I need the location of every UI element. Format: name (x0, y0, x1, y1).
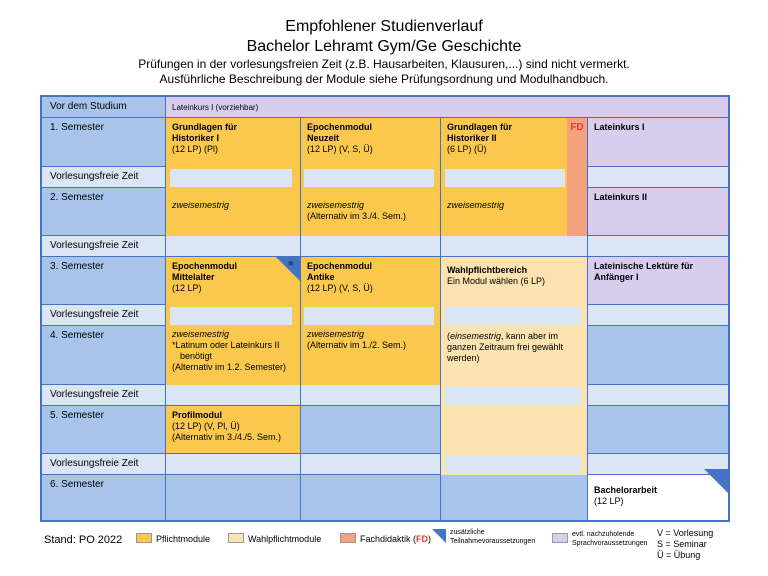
module-note: werden) (447, 353, 480, 363)
empty-cell (301, 475, 440, 522)
legend-swatch-pflicht (136, 533, 152, 543)
module-title: Anfänger I (594, 272, 639, 282)
module-lp: (12 LP) (V, Pl, Ü) (172, 421, 240, 431)
legend-sprache: evtl. nachzuholende Sprachvoraussetzungen (572, 531, 648, 547)
row-label-sem2: 2. Semester (42, 188, 165, 235)
module-note: *Latinum oder Lateinkurs II (172, 340, 280, 350)
legend-swatch-wahlpflicht (228, 533, 244, 543)
module-title: Epochenmodul (172, 261, 237, 271)
module-alternative: (Alternativ im 1.2. Semester) (172, 362, 287, 372)
module-title: Epochenmodul (307, 261, 372, 271)
vf-slot (441, 236, 587, 256)
legend-zusaetzlich: zusätzliche Teilnahmevoraussetzungen (450, 529, 536, 545)
vf-slot (304, 169, 434, 187)
module-alternative: (Alternativ im 3./4. Sem.) (307, 211, 407, 221)
row-label-sem4: 4. Semester (42, 326, 165, 384)
empty-cell (166, 475, 300, 522)
module-title: Grundlagen für (172, 122, 237, 132)
vf-slot (588, 167, 730, 187)
module-title: Profilmodul (172, 410, 222, 420)
latein-1-cell (588, 118, 730, 166)
latein-1-label: Lateinkurs I (594, 122, 645, 132)
module-note: benötigt (180, 351, 213, 361)
row-label-vf5: Vorlesungsfreie Zeit (42, 454, 165, 474)
vf-slot (588, 236, 730, 256)
module-title: Historiker II (447, 133, 497, 143)
vf-slot (445, 307, 581, 325)
legend-triangle (432, 529, 446, 543)
legend-abbrev: V = Vorlesung S = Seminar Ü = Übung (657, 528, 714, 560)
vf-slot (445, 169, 565, 187)
empty-cell (441, 475, 587, 522)
module-profil (166, 406, 300, 453)
vf-slot (445, 456, 581, 474)
vf-slot (301, 385, 440, 405)
module-lp: (12 LP) (V, S, Ü) (307, 144, 373, 154)
module-title: Epochenmodul (307, 122, 372, 132)
vf-slot (304, 307, 434, 325)
vf-slot (166, 385, 300, 405)
row-label-sem1: 1. Semester (42, 118, 165, 166)
row-label-sem3: 3. Semester (42, 257, 165, 304)
module-title: Bachelorarbeit (594, 485, 658, 495)
module-title: Historiker I (172, 133, 220, 143)
row-label-vor: Vor dem Studium (42, 97, 165, 117)
empty-cell (588, 326, 730, 384)
vf-slot (166, 236, 300, 256)
module-alternative: (Alternativ im 1./2. Sem.) (307, 340, 407, 350)
note-modules: Ausführliche Beschreibung der Module siehe Prüfungsordnung und Modulhandbuch. (159, 72, 609, 86)
module-title: Mittelalter (172, 272, 215, 282)
module-title: Wahlpflichtbereich (447, 265, 528, 275)
star-marker: * (288, 257, 294, 273)
latein-2-cell (588, 188, 730, 235)
legend-pflicht: Pflichtmodule (156, 534, 211, 544)
module-alternative: (Alternativ im 3./4./5. Sem.) (172, 432, 282, 442)
legend-swatch-sprache (552, 533, 568, 543)
module-lp: (12 LP) (Pl) (172, 144, 219, 154)
module-lp: (6 LP) (Ü) (447, 144, 487, 154)
prerequisite-triangle (704, 469, 730, 497)
row-label-vf1: Vorlesungsfreie Zeit (42, 167, 165, 187)
legend-swatch-fd (340, 533, 356, 543)
vf-slot (588, 385, 730, 405)
latein-2-label: Lateinkurs II (594, 192, 648, 202)
row-label-vf4: Vorlesungsfreie Zeit (42, 385, 165, 405)
module-title: Lateinische Lektüre für (594, 261, 694, 271)
module-title: Antike (307, 272, 335, 282)
row-label-sem6: 6. Semester (42, 475, 165, 522)
module-lp: (12 LP) (594, 496, 624, 506)
module-lp: (12 LP) (V, S, Ü) (307, 283, 373, 293)
module-duration: zweisemestrig (307, 329, 365, 339)
vf-slot (588, 305, 730, 325)
vf-slot (301, 236, 440, 256)
latein-vor-cell: Lateinkurs I (vorziehbar) (166, 97, 730, 117)
page-subtitle-program: Bachelor Lehramt Gym/Ge Geschichte (246, 38, 522, 55)
row-label-vf2: Vorlesungsfreie Zeit (42, 236, 165, 256)
legend-wahlpflicht: Wahlpflichtmodule (248, 534, 322, 544)
stand-label: Stand: PO 2022 (44, 534, 123, 546)
module-duration: zweisemestrig (307, 200, 365, 210)
module-note: ganzen Zeitraum frei gewählt (447, 342, 564, 352)
empty-cell (588, 406, 730, 453)
module-wahlpflicht (441, 257, 587, 475)
row-label-vf3: Vorlesungsfreie Zeit (42, 305, 165, 325)
module-title: Grundlagen für (447, 122, 512, 132)
vf-slot (166, 454, 300, 474)
module-title: Neuzeit (307, 133, 340, 143)
vf-slot (170, 169, 292, 187)
row-label-sem5: 5. Semester (42, 406, 165, 453)
module-duration: zweisemestrig (447, 200, 505, 210)
note-exams: Prüfungen in der vorlesungsfreien Zeit (z.B. Hausarbeiten, Klausuren,...) sind nicht vermerkt. (138, 57, 630, 71)
vf-slot (445, 387, 581, 405)
vf-slot (170, 307, 292, 325)
module-sub: Ein Modul wählen (6 LP) (447, 276, 546, 286)
fachdidaktik-marker: FD (567, 118, 587, 236)
module-lp: (12 LP) (172, 283, 202, 293)
vf-slot (301, 454, 440, 474)
empty-cell (301, 406, 440, 453)
module-note: (einsemestrig, kann aber im (447, 331, 559, 341)
study-plan-grid (40, 95, 730, 522)
module-duration: zweisemestrig (172, 200, 230, 210)
legend-fachdidaktik: Fachdidaktik (FD) (360, 534, 432, 544)
page-title: Empfohlener Studienverlauf (285, 18, 483, 35)
module-duration: zweisemestrig (172, 329, 230, 339)
latein-lektuere-cell (588, 257, 730, 304)
